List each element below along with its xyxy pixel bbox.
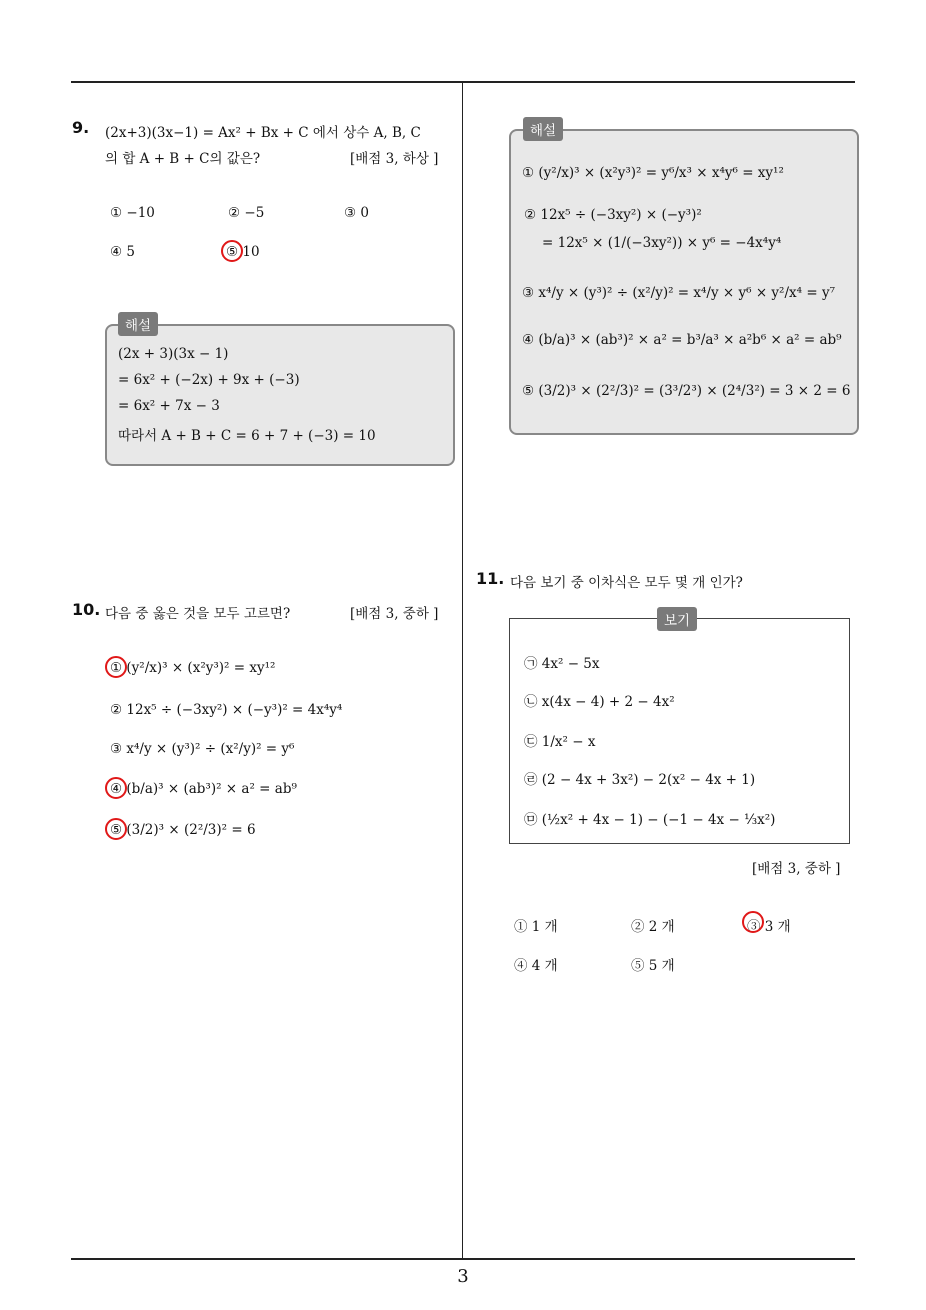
q11-bogi-item-2: ㉡ x(4x − 4) + 2 − 4x² [524,694,675,710]
column-divider [462,82,463,1260]
q10-solution-line-1: ① (y²/x)³ × (x²y³)² = y⁶/x³ × x⁴y⁶ = xy¹² [522,165,784,181]
q9-solution-line-2: = 6x² + (−2x) + 9x + (−3) [118,372,300,388]
q11-bogi-item-3: ㉢ 1/x² − x [524,734,596,750]
q11-bogi-item-5: ㉤ (½x² + 4x − 1) − (−1 − 4x − ⅓x²) [524,812,776,828]
q10-solution-line-2: ② 12x⁵ ÷ (−3xy²) × (−y³)² [524,207,702,223]
q11-bogi-tag: 보기 [657,607,697,631]
q11-choice-1[interactable]: ① 1 개 [514,919,558,935]
q10-choice-4[interactable]: ④ (b/a)³ × (ab³)² × a² = ab⁹ [110,781,297,797]
q11-choice-4[interactable]: ④ 4 개 [514,958,558,974]
q9-number: 9. [72,118,90,137]
q10-solution-line-3: = 12x⁵ × (1/(−3xy²)) × y⁶ = −4x⁴y⁴ [542,235,782,251]
q11-choice-2[interactable]: ② 2 개 [631,919,675,935]
q10-answer-circle-mark-5 [105,818,127,840]
q9-solution-line-1: (2x + 3)(3x − 1) [118,346,229,362]
q9-text-line1: (2x+3)(3x−1) = Ax² + Bx + C 에서 상수 A, B, C [105,125,421,141]
q9-solution-tag: 해설 [118,312,158,336]
q9-solution-line-3: = 6x² + 7x − 3 [118,398,220,414]
page-number: 3 [457,1266,469,1287]
q11-bogi-item-1: ㉠ 4x² − 5x [524,656,600,672]
q11-points: [배점 3, 중하 ] [752,861,841,877]
q10-choice-1[interactable]: ① (y²/x)³ × (x²y³)² = xy¹² [110,660,276,676]
q9-solution-line-4: 따라서 A + B + C = 6 + 7 + (−3) = 10 [118,428,376,444]
q11-text: 다음 보기 중 이차식은 모두 몇 개 인가? [510,575,743,591]
q9-choice-3[interactable]: ③ 0 [344,205,369,221]
bottom-rule [71,1258,855,1260]
q10-choice-5[interactable]: ⑤ (3/2)³ × (2²/3)² = 6 [110,822,256,838]
q11-number: 11. [476,569,505,588]
q10-choice-3[interactable]: ③ x⁴/y × (y³)² ÷ (x²/y)² = y⁶ [110,741,295,757]
q10-solution-line-6: ⑤ (3/2)³ × (2²/3)² = (3³/2³) × (2⁴/3²) = 3 × 2 = 6 [522,383,851,399]
q9-answer-circle-mark [221,240,243,262]
q10-solution-line-5: ④ (b/a)³ × (ab³)² × a² = b³/a³ × a²b⁶ × a² = ab⁹ [522,332,842,348]
q10-solution-line-4: ③ x⁴/y × (y³)² ÷ (x²/y)² = x⁴/y × y⁶ × y²/x⁴ = y⁷ [522,285,835,301]
q10-text: 다음 중 옳은 것을 모두 고르면? [105,606,291,622]
q9-text-line2: 의 합 A + B + C의 값은? [105,151,261,167]
q10-answer-circle-mark-1 [105,656,127,678]
q9-choice-5[interactable]: ⑤ 10 [226,244,260,260]
q11-answer-circle-mark [742,911,764,933]
q11-choice-3[interactable]: ③ 3 개 [747,919,791,935]
q10-number: 10. [72,600,101,619]
top-rule [71,81,855,83]
q11-choice-5[interactable]: ⑤ 5 개 [631,958,675,974]
q10-answer-circle-mark-4 [105,777,127,799]
q9-choice-1[interactable]: ① −10 [110,205,155,221]
q9-choice-4[interactable]: ④ 5 [110,244,135,260]
q10-solution-tag: 해설 [523,117,563,141]
q9-choice-2[interactable]: ② −5 [228,205,265,221]
q9-points: [배점 3, 하상 ] [350,151,439,167]
q10-choice-2[interactable]: ② 12x⁵ ÷ (−3xy²) × (−y³)² = 4x⁴y⁴ [110,702,343,718]
q11-bogi-item-4: ㉣ (2 − 4x + 3x²) − 2(x² − 4x + 1) [524,772,756,788]
q10-points: [배점 3, 중하 ] [350,606,439,622]
